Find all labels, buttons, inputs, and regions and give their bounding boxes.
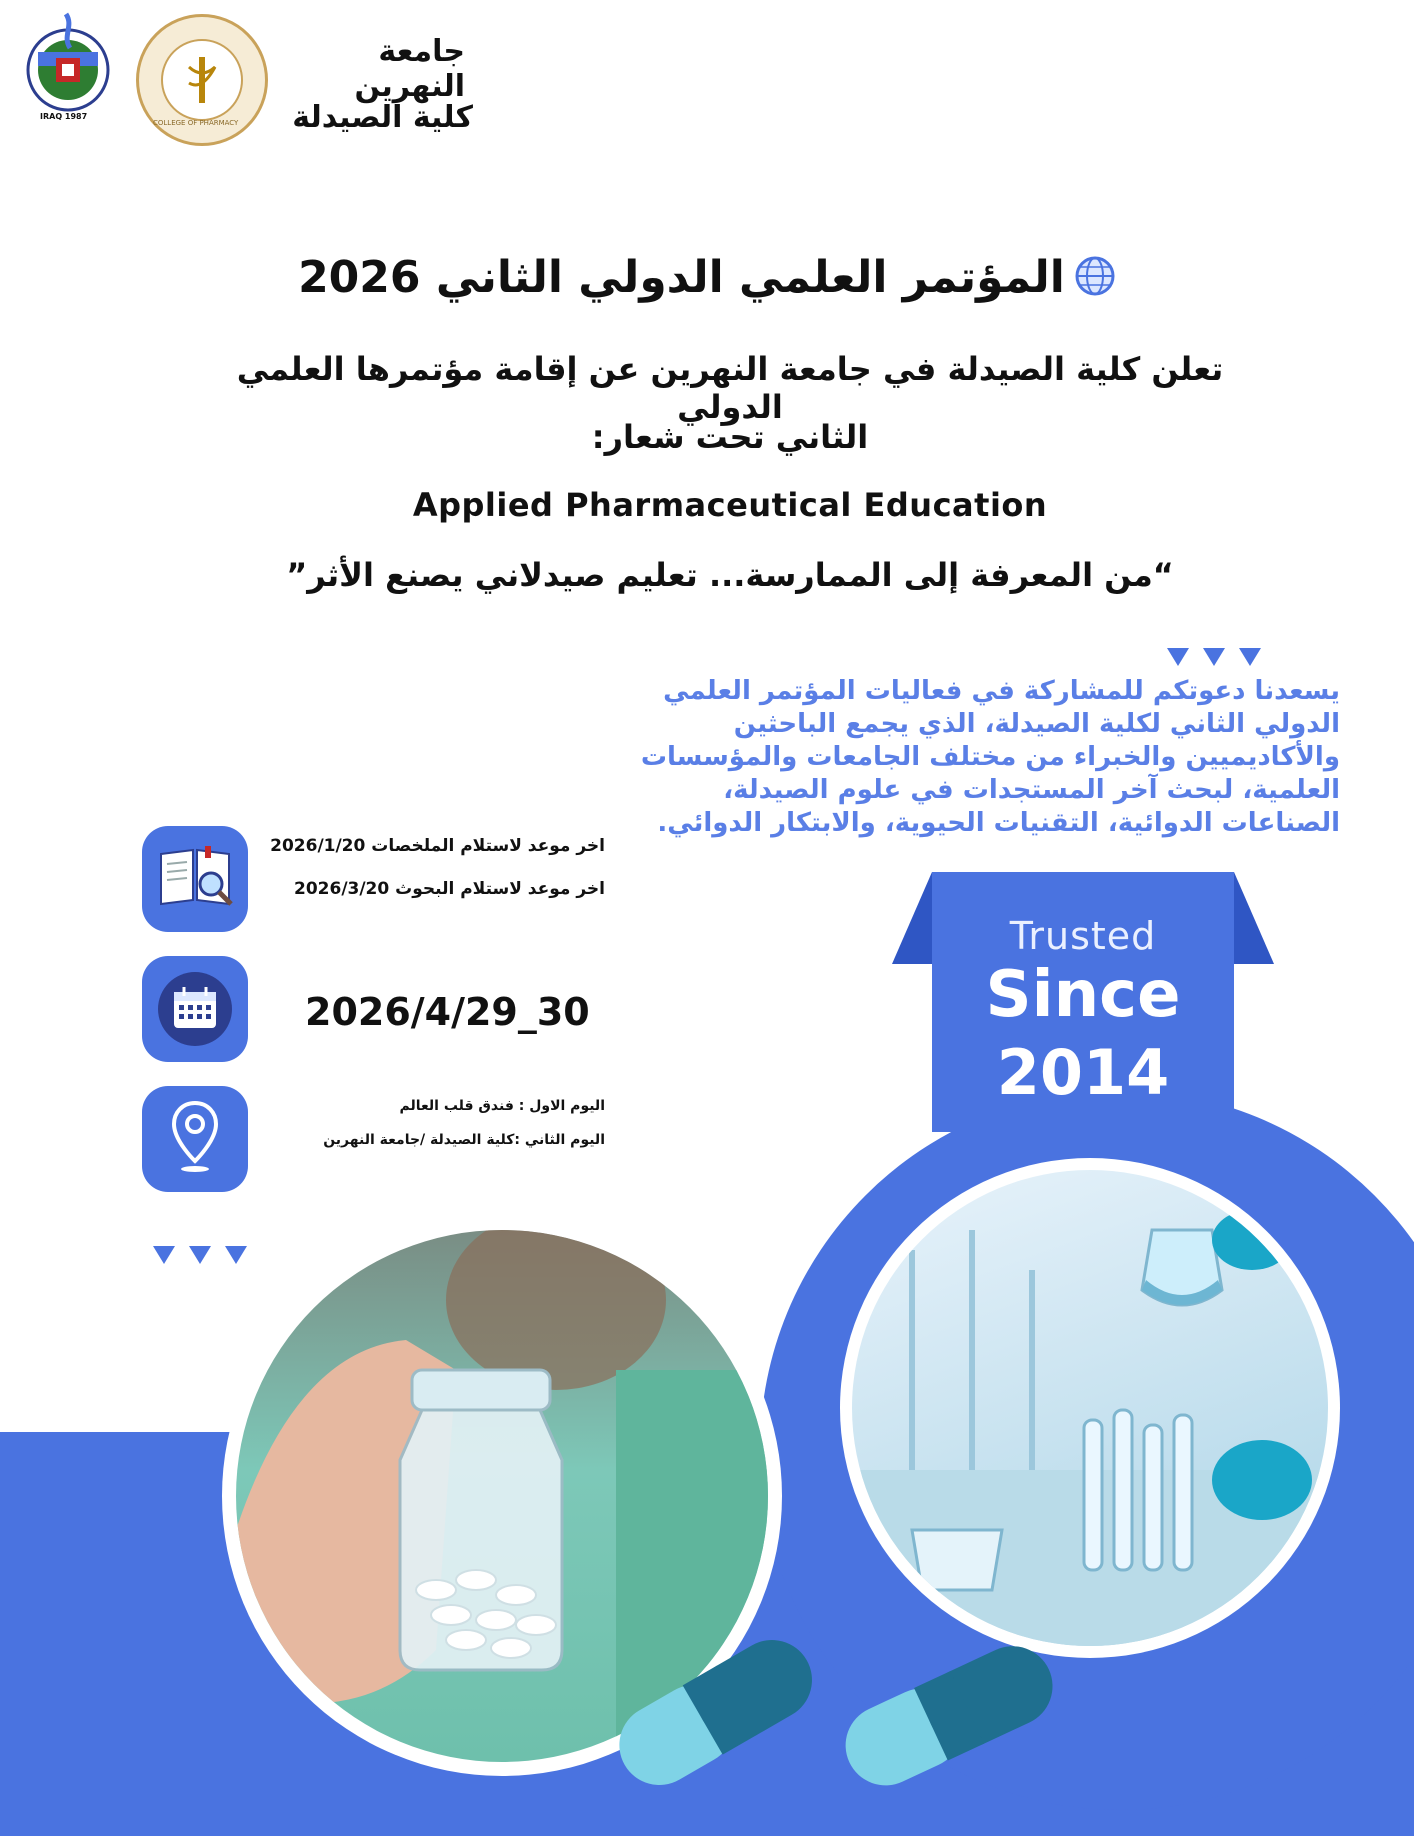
triangle-icon [1203,648,1225,666]
header-college-name: كلية الصيدلة [292,100,473,135]
calendar-icon [158,972,232,1046]
invitation-line: العلمية، لبحث آخر المستجدات في علوم الصيدلة، [723,775,1340,805]
slogan-arabic: “من المعرفة إلى الممارسة... تعليم صيدلاني يصنع الأثر” [286,556,1174,594]
invitation-line: الدولي الثاني لكلية الصيدلة، الذي يجمع الباحثين [733,709,1340,739]
university-logo [22,8,114,126]
venue-day-1: اليوم الاول : فندق قلب العالم [399,1098,605,1114]
college-logo-caption: COLLEGE OF PHARMACY [153,119,239,127]
badge-trusted-label: Trusted [1009,914,1157,958]
venue-day-2: اليوم الثاني :كلية الصيدلة /جامعة النهرين [323,1132,605,1148]
triangle-icon [153,1246,175,1264]
college-logo [136,14,268,146]
invitation-line: والأكاديميين والخبراء من مختلف الجامعات والمؤسسات [640,742,1340,772]
header-university-name: جامعة النهرين [354,34,465,104]
conference-date: 2026/4/29_30 [305,990,590,1034]
book-search-icon [155,842,235,916]
triangles-decoration-top [1160,648,1268,670]
trusted-badge [892,872,1274,1132]
announcement-line-2: الثاني تحت شعار: [591,418,869,456]
triangles-decoration-left [146,1246,254,1268]
triangle-icon [1167,648,1189,666]
triangle-icon [189,1246,211,1264]
invitation-paragraph [640,675,1340,840]
location-pin-icon [170,1099,220,1179]
slogan-english: Applied Pharmaceutical Education [412,486,1048,524]
invitation-line: الصناعات الدوائية، التقنيات الحيوية، والابتكار الدوائي. [657,808,1340,838]
location-icon-box [142,1086,248,1192]
conference-title: المؤتمر العلمي الدولي الثاني 2026 [298,252,1065,303]
badge-since-label: Since [985,958,1181,1032]
invitation-line: يسعدنا دعوتكم للمشاركة في فعاليات المؤتمر العلمي [663,676,1340,706]
title-row [0,252,1414,303]
triangle-icon [1239,648,1261,666]
date-icon-box [142,956,248,1062]
deadline-abstracts: اخر موعد لاستلام الملخصات 2026/1/20 [270,836,605,856]
university-logo-caption: IRAQ 1987 [40,112,88,121]
globe-icon [1074,255,1116,301]
deadline-papers: اخر موعد لاستلام البحوث 2026/3/20 [294,879,605,899]
triangle-icon [225,1246,247,1264]
capsules-decoration [590,1560,1090,1800]
badge-year-label: 2014 [996,1036,1170,1109]
deadlines-icon-box [142,826,248,932]
announcement-line-1: تعلن كلية الصيدلة في جامعة النهرين عن إقامة مؤتمرها العلمي الدولي [236,350,1224,426]
